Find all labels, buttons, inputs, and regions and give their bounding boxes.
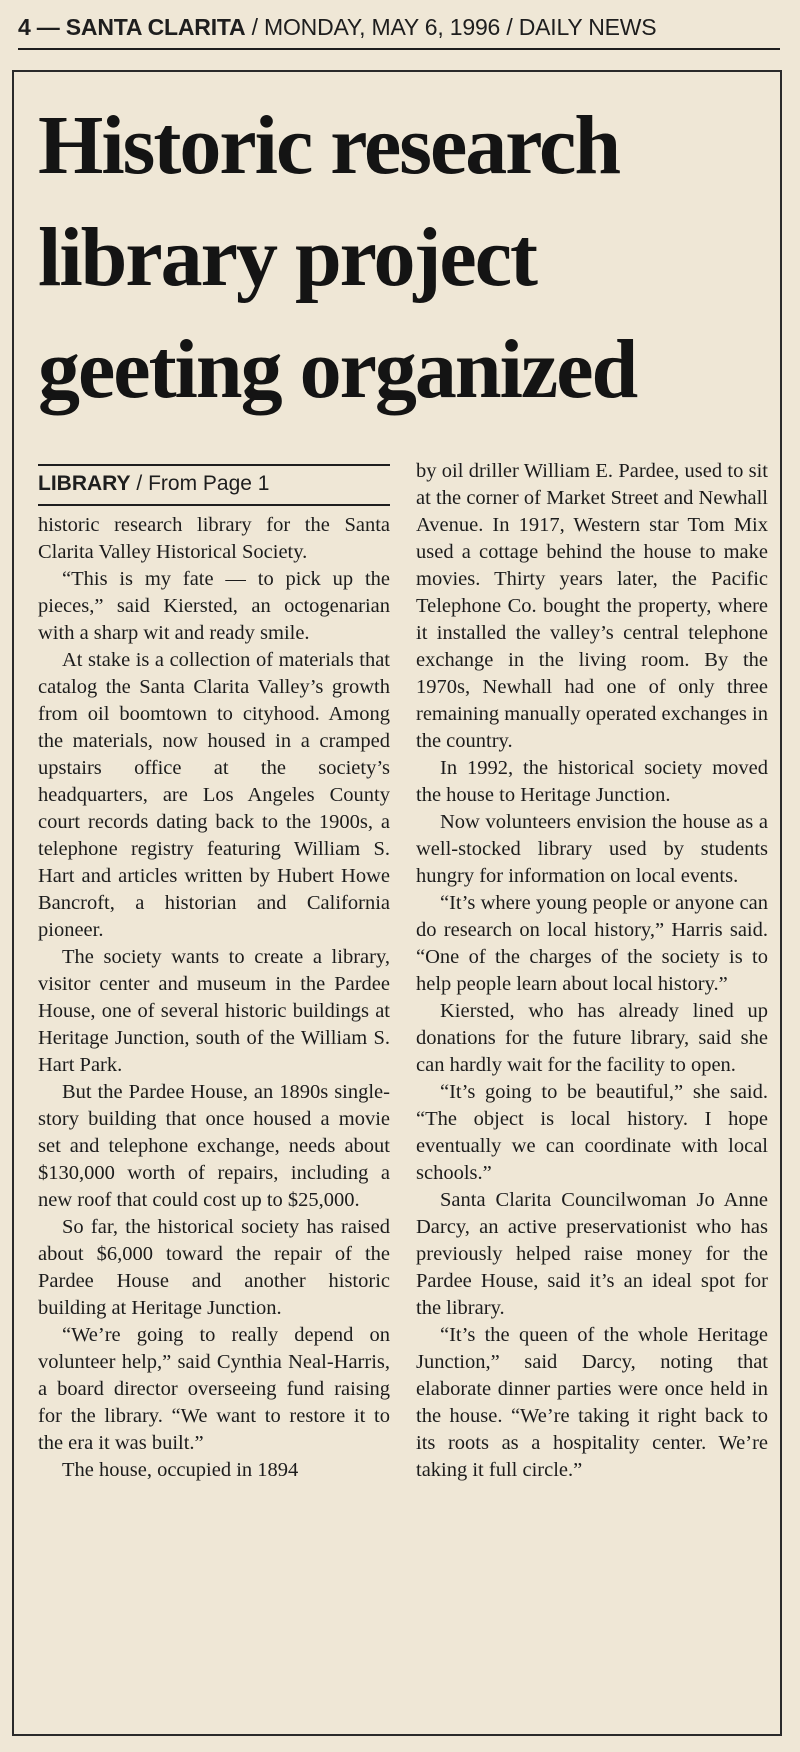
jump-line	[38, 464, 390, 506]
paragraph: historic research library for the Santa Clarita Valley Historical Society.	[38, 514, 390, 563]
headline	[38, 90, 768, 426]
headline-line-2: library project	[38, 211, 536, 304]
jump-kicker: LIBRARY	[38, 472, 131, 495]
paragraph: The house, occupied in 1894	[62, 1459, 299, 1481]
jump-from-page: From Page 1	[148, 472, 270, 495]
paragraph: Now volunteers envision the house as a well-stocked library used by students hungry for information on local events.	[416, 811, 768, 887]
headline-line-3: geeting organized	[38, 323, 637, 416]
article-column-2	[416, 458, 768, 1484]
paragraph: by oil driller William E. Pardee, used to sit at the corner of Market Street and Newhall Avenue. In 1917, Western star Tom Mix used a cottage behind the house to make movies. Thirty years later, the Pacific Telephone Co. bought the property, where it installed the valley’s central telephone exchange in the living room. By the 1970s, Newhall had one of only three remaining manually operated exchanges in the country.	[416, 460, 768, 752]
article-column-1	[38, 512, 390, 1484]
paragraph: Santa Clarita Councilwoman Jo Anne Darcy, an active preservationist who has previously helped raise money for the Pardee House, said it’s an ideal spot for the library.	[416, 1189, 768, 1319]
paragraph: “It’s the queen of the whole Heritage Junction,” said Darcy, noting that elaborate dinner parties were once held in the house. “We’re taking it right back to its roots as a hospitality center. We’re taking it full circle.”	[416, 1324, 768, 1481]
paragraph: “This is my fate — to pick up the pieces,” said Kiersted, an octogenarian with a sharp wit and ready smile.	[38, 568, 390, 644]
paragraph: But the Pardee House, an 1890s single-story building that once housed a movie set and telephone exchange, needs about $130,000 worth of repairs, including a new roof that could cost up to $25,000.	[38, 1081, 390, 1211]
headline-line-1: Historic research	[38, 99, 620, 192]
folio-line	[18, 14, 780, 50]
paragraph: Kiersted, who has already lined up donations for the future library, said she can hardly wait for the facility to open.	[416, 1000, 768, 1076]
folio-date-paper: / MONDAY, MAY 6, 1996 / DAILY NEWS	[245, 14, 657, 40]
paragraph: “It’s where young people or anyone can do research on local history,” Harris said. “One of the charges of the society is to help people learn about local history.”	[416, 892, 768, 995]
paragraph: “We’re going to really depend on volunteer help,” said Cynthia Neal-Harris, a board director overseeing fund raising for the library. “We want to restore it to the era it was built.”	[38, 1324, 390, 1454]
paragraph: In 1992, the historical society moved the house to Heritage Junction.	[416, 757, 768, 806]
folio-page-section: 4 — SANTA CLARITA	[18, 14, 246, 40]
paragraph: So far, the historical society has raised about $6,000 toward the repair of the Pardee House and another historic building at Heritage Junction.	[38, 1216, 390, 1319]
jump-separator: /	[130, 472, 149, 495]
paragraph: The society wants to create a library, visitor center and museum in the Pardee House, one of several historic buildings at Heritage Junction, south of the William S. Hart Park.	[38, 946, 390, 1076]
paragraph: “It’s going to be beautiful,” she said. “The object is local history. I hope eventually we can coordinate with local schools.”	[416, 1081, 768, 1184]
paragraph: At stake is a collection of materials that catalog the Santa Clarita Valley’s growth from oil boomtown to cityhood. Among the materials, now housed in a cramped upstairs office at the society’s headquarters, are Los Angeles County court records dating back to the 1900s, a telephone registry featuring William S. Hart and articles written by Hubert Howe Bancroft, a historian and California pioneer.	[38, 649, 390, 941]
